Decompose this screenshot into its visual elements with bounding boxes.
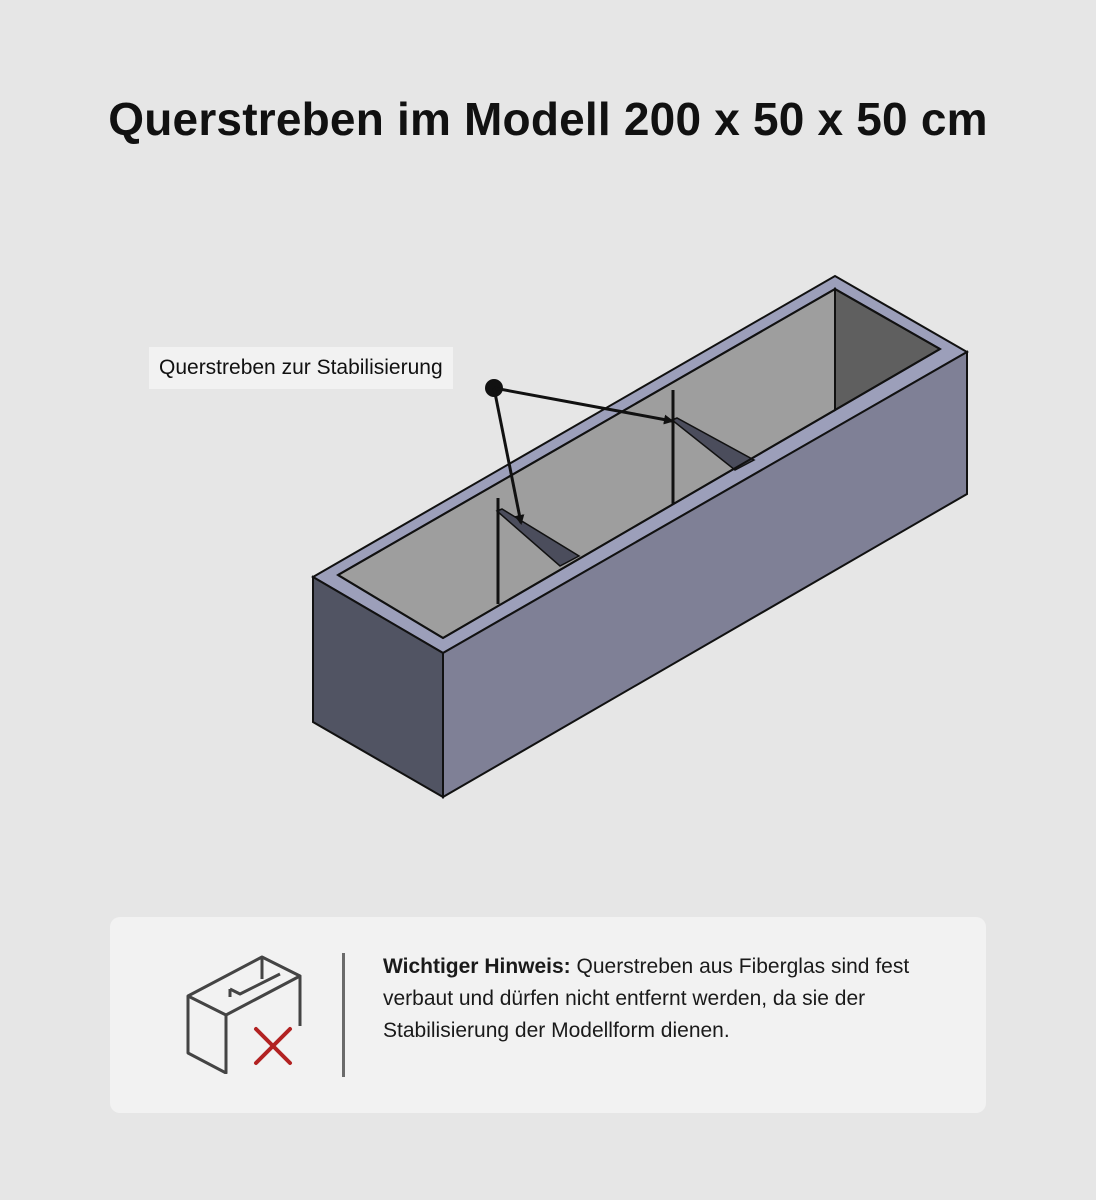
important-note-card (110, 917, 986, 1113)
callout-label: Querstreben zur Stabilisierung (149, 347, 453, 389)
note-lead: Wichtiger Hinweis: (383, 955, 571, 978)
page-title: Querstreben im Modell 200 x 50 x 50 cm (108, 93, 988, 145)
note-divider (342, 953, 345, 1077)
box-with-strut-crossed-icon (180, 949, 310, 1074)
note-text (383, 951, 943, 1047)
note-body: Querstreben aus Fiberglas sind fest verbaut und dürfen nicht entfernt werden, da sie der Stabilisierung der Modellform dienen. (383, 955, 910, 1042)
